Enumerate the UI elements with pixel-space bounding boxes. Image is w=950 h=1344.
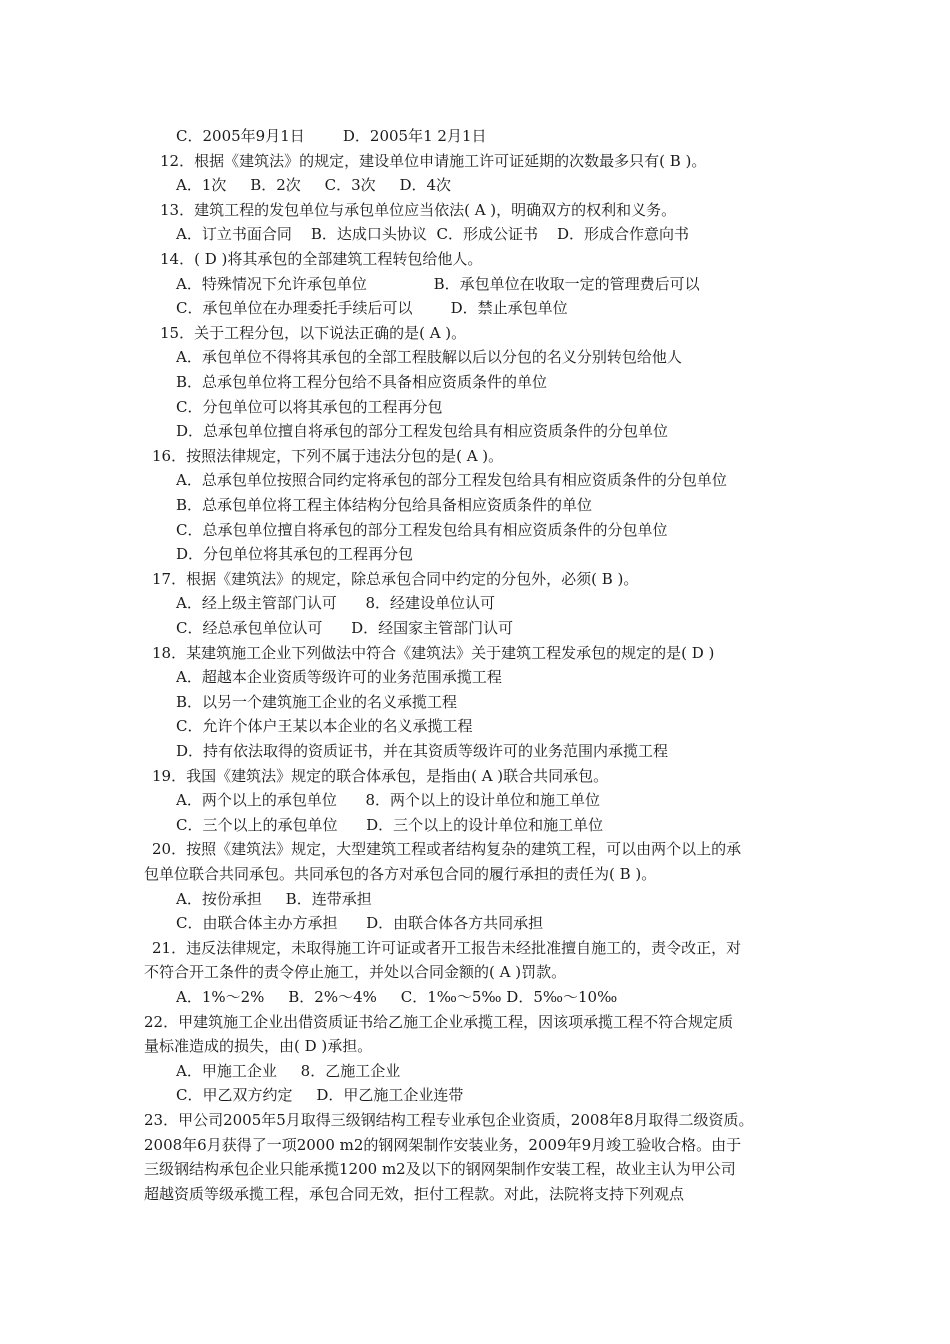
option-line: A．总承包单位按照合同约定将承包的部分工程发包给具有相应资质条件的分包单位 — [176, 471, 727, 490]
option-line: A．超越本企业资质等级许可的业务范围承揽工程 — [176, 668, 502, 687]
question-line: 15．关于工程分包，以下说法正确的是( A )。 — [160, 323, 467, 342]
question-line: 22．甲建筑施工企业出借资质证书给乙施工企业承揽工程，因该项承揽工程不符合规定质 — [144, 1012, 734, 1031]
option-line: B．总承包单位将工程分包给不具备相应资质条件的单位 — [176, 373, 548, 391]
question-line: 17．根据《建筑法》的规定，除总承包合同中约定的分包外，必须( B )。 — [152, 569, 639, 588]
question-line: 不符合开工条件的责令停止施工，并处以合同金额的( A )罚款。 — [144, 963, 567, 982]
option-line: C．总承包单位擅自将承包的部分工程发包给具有相应资质条件的分包单位 — [176, 520, 668, 539]
option-line: A．1次 B．2次 C．3次 D．4次 — [176, 176, 452, 195]
option-line: C．甲乙双方约定 D．甲乙施工企业连带 — [176, 1086, 464, 1105]
question-line: 2008年6月获得了一项2000 m2的钢网架制作安装业务，2009年9月竣工验收合格。由于 — [144, 1135, 742, 1154]
option-line: C．承包单位在办理委托手续后可以 D．禁止承包单位 — [176, 299, 568, 318]
question-line: 14．( D )将其承包的全部建筑工程转包给他人。 — [160, 250, 483, 268]
question-line: 包单位联合共同承包。共同承包的各方对承包合同的履行承担的责任为( B )。 — [144, 865, 657, 883]
option-line: C．三个以上的承包单位 D．三个以上的设计单位和施工单位 — [176, 815, 604, 834]
option-line: C．经总承包单位认可 D．经国家主管部门认可 — [176, 619, 514, 637]
option-line: D．持有依法取得的资质证书，并在其资质等级许可的业务范围内承揽工程 — [176, 742, 669, 760]
option-line: A．甲施工企业 8．乙施工企业 — [176, 1061, 401, 1080]
option-line: A．订立书面合同 B．达成口头协议 C．形成公证书 D．形成合作意向书 — [176, 225, 690, 244]
question-line: 量标准造成的损失，由( D )承担。 — [144, 1037, 373, 1056]
question-line: 13．建筑工程的发包单位与承包单位应当依法( A )，明确双方的权利和义务。 — [160, 200, 677, 219]
option-line: A．1%～2% B．2%～4% C．1‰～5‰ D．5‰～10‰ — [176, 988, 618, 1006]
question-line: 21．违反法律规定，未取得施工许可证或者开工报告未经批准擅自施工的，责令改正，对 — [152, 938, 742, 957]
option-line: C．允许个体户王某以本企业的名义承揽工程 — [176, 717, 473, 736]
option-line: C．由联合体主办方承担 D．由联合体各方共同承担 — [176, 914, 544, 933]
option-line: D．总承包单位擅自将承包的部分工程发包给具有相应资质条件的分包单位 — [176, 422, 669, 441]
option-line: A．经上级主管部门认可 8．经建设单位认可 — [176, 594, 495, 613]
option-line: A．特殊情况下允许承包单位 B．承包单位在收取一定的管理费后可以 — [176, 274, 700, 293]
question-line: 18．某建筑施工企业下列做法中符合《建筑法》关于建筑工程发承包的规定的是( D ) — [152, 643, 715, 662]
option-line: A．承包单位不得将其承包的全部工程肢解以后以分包的名义分别转包给他人 — [176, 348, 682, 367]
question-line: 12．根据《建筑法》的规定，建设单位申请施工许可证延期的次数最多只有( B )。 — [160, 151, 707, 170]
question-line: 23．甲公司2005年5月取得三级钢结构工程专业承包企业资质，2008年8月取得二级资质。 — [144, 1111, 754, 1129]
question-line: 超越资质等级承揽工程，承包合同无效，拒付工程款。对此，法院将支持下列观点 — [144, 1184, 685, 1203]
option-line: B．总承包单位将工程主体结构分包给具备相应资质条件的单位 — [176, 496, 593, 514]
option-line: C．2005年9月1日 D．2005年1 2月1日 — [176, 127, 487, 145]
option-line: D．分包单位将其承包的工程再分包 — [176, 545, 414, 564]
option-line: B．以另一个建筑施工企业的名义承揽工程 — [176, 692, 458, 711]
question-line: 19．我国《建筑法》规定的联合体承包，是指由( A )联合共同承包。 — [152, 766, 609, 785]
question-line: 三级钢结构承包企业只能承揽1200 m2及以下的钢网架制作安装工程，故业主认为甲公司 — [144, 1160, 736, 1179]
option-line: A．按份承担 B．连带承担 — [176, 889, 372, 908]
option-line: A．两个以上的承包单位 8．两个以上的设计单位和施工单位 — [176, 791, 600, 810]
question-line: 20．按照《建筑法》规定，大型建筑工程或者结构复杂的建筑工程，可以由两个以上的承 — [152, 840, 742, 859]
question-line: 16．按照法律规定，下列不属于违法分包的是( A )。 — [152, 446, 504, 465]
option-line: C．分包单位可以将其承包的工程再分包 — [176, 397, 443, 416]
